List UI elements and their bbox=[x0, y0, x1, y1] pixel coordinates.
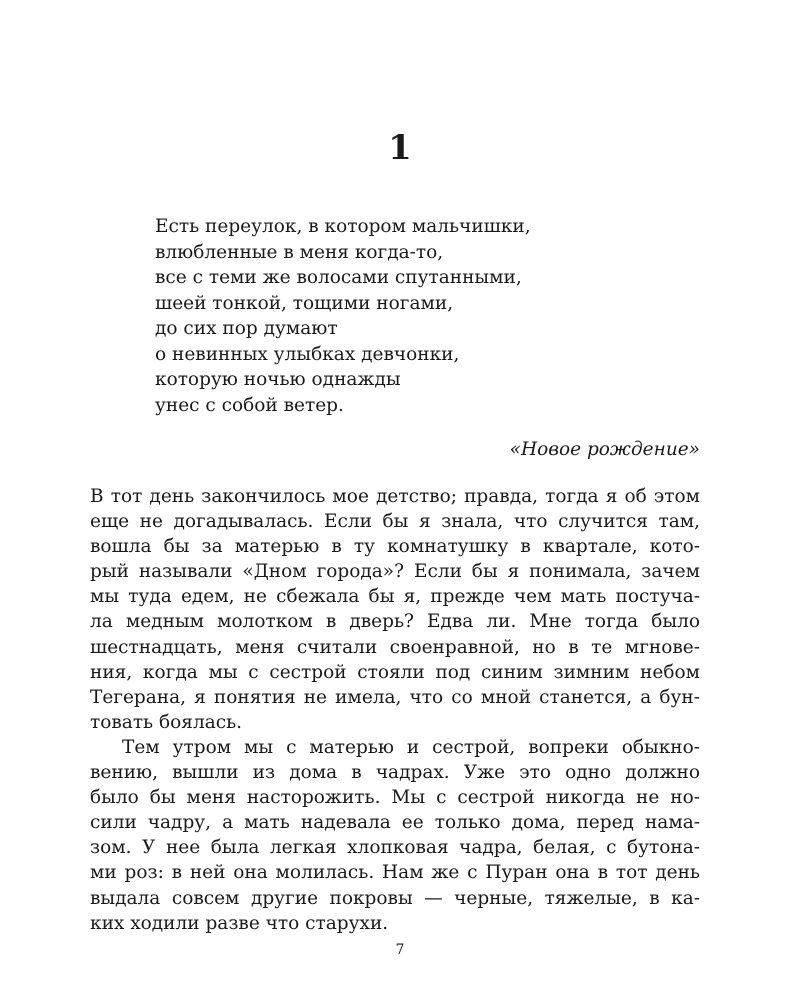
epigraph-line: влюбленные в меня когда-то, bbox=[155, 241, 444, 263]
paragraph-1 bbox=[90, 484, 700, 735]
text-line: Тем утром мы с матерью и сестрой, вопреки обыкно- bbox=[122, 736, 700, 758]
text-line: ких ходили разве что старухи. bbox=[90, 912, 389, 934]
text-line: товать боялась. bbox=[90, 711, 243, 733]
text-line: В тот день закончилось мое детство; правда, тогда я об этом bbox=[90, 486, 700, 507]
text-line: рый называли «Дном города»? Если бы я понимала, зачем bbox=[90, 561, 700, 583]
text-line: сили чадру, а мать надевала ее только дома, перед нама- bbox=[90, 812, 700, 834]
text-line: ния, когда мы с сестрой стояли под синим зимним небом bbox=[90, 661, 700, 683]
text-line: вению, вышли из дома в чадрах. Уже это одно должно bbox=[90, 762, 700, 784]
text-line: было бы меня насторожить. Мы с сестрой никогда не но- bbox=[90, 787, 700, 809]
epigraph-line: о невинных улыбках девчонки, bbox=[155, 343, 460, 365]
epigraph-poem bbox=[155, 214, 715, 418]
body-text bbox=[90, 484, 700, 936]
epigraph-line: унес с собой ветер. bbox=[155, 394, 344, 416]
text-line: выдала совсем другие покровы — черные, тяжелые, в ка- bbox=[90, 887, 700, 909]
epigraph-source: «Новое рождение» bbox=[509, 439, 700, 460]
text-line: ла медным молотком в дверь? Едва ли. Мне тогда было bbox=[90, 611, 700, 633]
text-line: Тегерана, я понятия не имела, что со мной станется, а бун- bbox=[90, 686, 700, 708]
epigraph-line: которую ночью однажды bbox=[155, 369, 401, 390]
text-line: ми роз: в ней она молилась. Нам же с Пуран она в тот день bbox=[90, 862, 700, 884]
text-line: мы туда едем, не сбежала бы я, прежде чем мать постуча- bbox=[90, 586, 700, 608]
chapter-number: 1 bbox=[388, 128, 412, 168]
epigraph-line: все с теми же волосами спутанными, bbox=[155, 267, 522, 288]
epigraph-line: до сих пор думают bbox=[155, 318, 338, 339]
text-line: зом. У нее была легкая хлопковая чадра, белая, с бутона- bbox=[90, 837, 700, 859]
page-number: 7 bbox=[395, 942, 405, 958]
text-line: шестнадцать, меня считали своенравной, но в те мгнове- bbox=[90, 636, 700, 658]
paragraph-2 bbox=[90, 735, 700, 936]
text-line: еще не догадывалась. Если бы я знала, что случится там, bbox=[90, 511, 700, 533]
epigraph-line: Есть переулок, в котором мальчишки, bbox=[155, 216, 531, 237]
epigraph-line: шеей тонкой, тощими ногами, bbox=[155, 292, 454, 314]
text-line: вошла бы за матерью в ту комнатушку в квартале, кото- bbox=[90, 536, 700, 558]
